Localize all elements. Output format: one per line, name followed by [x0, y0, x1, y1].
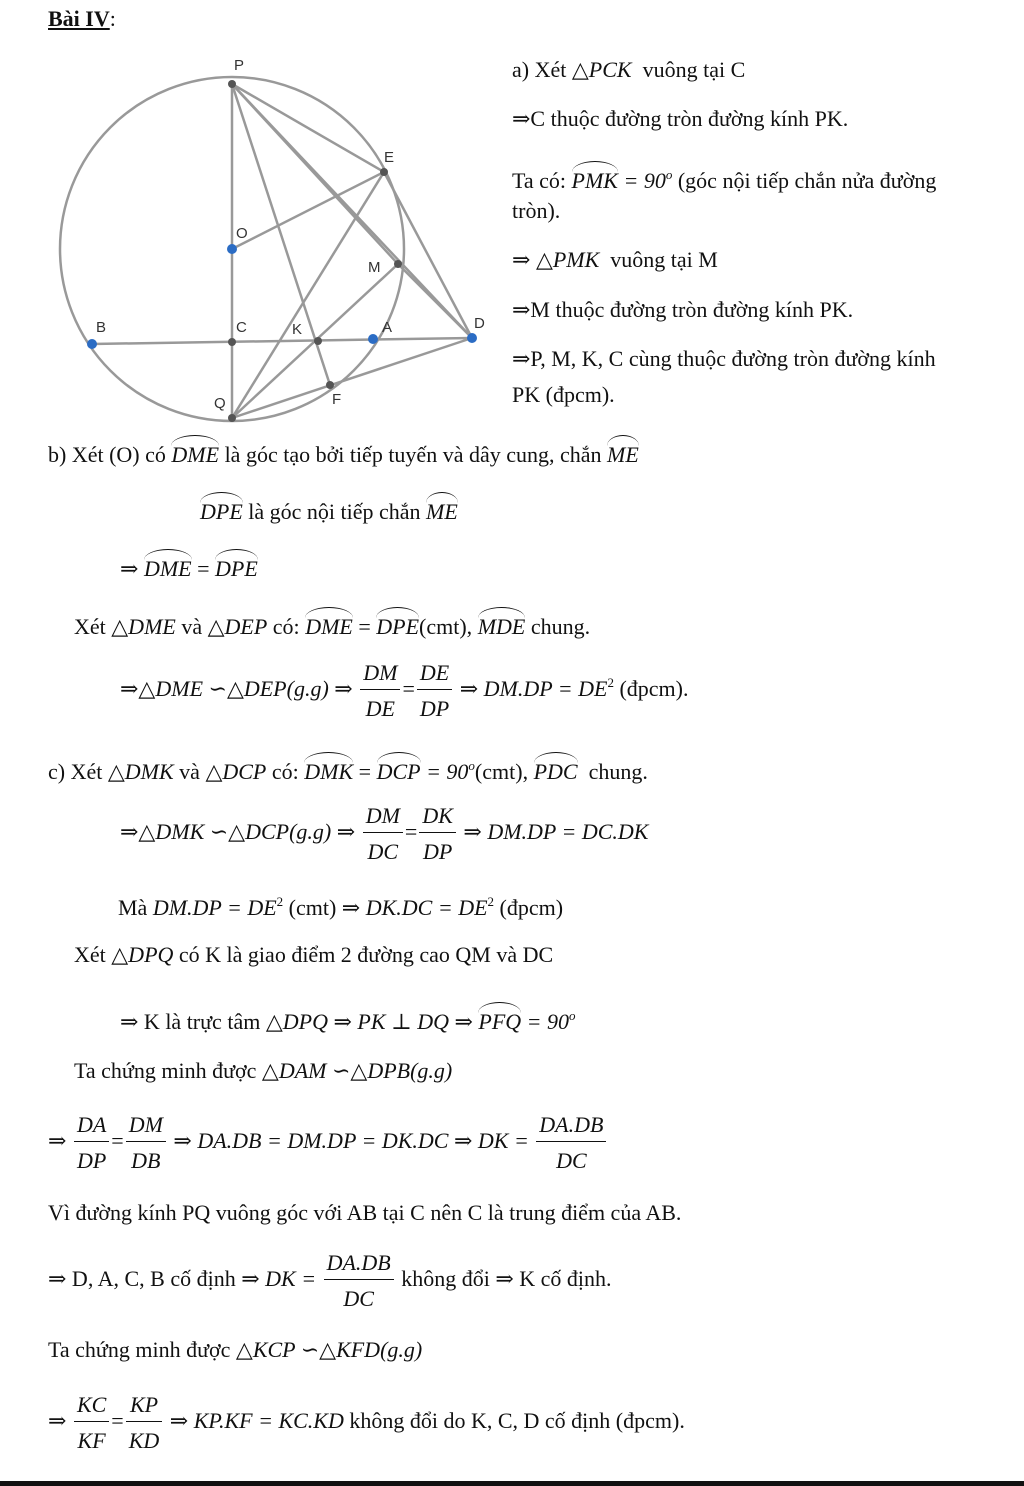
part-b-line-1: b) Xét (O) có DME là góc tạo bởi tiếp tuyến và dây cung, chắn ME: [48, 438, 639, 466]
point-k: [314, 337, 322, 345]
part-b-line-5: ⇒△DME ∽△DEP(g.g) ⇒ $\frac{DM}{DE}$ = $\frac{DE}{DP}$ ⇒ $DM.DP = DE^2$ (đpcm).: [120, 660, 689, 722]
fraction: $\frac{DM}{DC}$: [363, 803, 403, 865]
label-b: B: [96, 319, 107, 336]
part-b-line-3: ⇒ DME = DPE: [120, 552, 258, 580]
point-p: [228, 80, 236, 88]
line-eq: [232, 172, 384, 418]
label-d: D: [474, 315, 485, 332]
part-c-line-8: Vì đường kính PQ vuông góc với AB tại C nên C là trung điểm của AB.: [48, 1200, 682, 1225]
part-c-line-10: Ta chứng minh được △KCP ∽△KFD(g.g): [48, 1337, 423, 1362]
fraction: $\frac{KC}{KF}$: [74, 1392, 109, 1454]
part-c-line-11: ⇒ $\frac{KC}{KF}$ = $\frac{KP}{KD}$ ⇒ KP.KF = KC.KD không đổi do K, C, D cố định (đpcm).: [48, 1392, 685, 1454]
point-o: [227, 244, 237, 254]
label-m: M: [368, 259, 381, 276]
line-ed: [384, 172, 472, 338]
heading: [48, 8, 116, 30]
line-pe: [232, 84, 384, 172]
part-a-line-3: Ta có: PMK = $90^o$ (góc nội tiếp chắn nửa đường: [512, 164, 936, 192]
part-c-line-1: c) Xét △DMK và △DCP có: DMK = DCP = $90^o(cmt)$, PDC chung.: [48, 755, 648, 783]
part-a-line-5: ⇒ △PMK vuông tại M: [512, 247, 718, 272]
point-m: [394, 260, 402, 268]
label-f: F: [332, 391, 342, 408]
part-c-line-5: ⇒ K là trực tâm △DPQ ⇒ PK ⊥ DQ ⇒ PFQ = $90^o$: [120, 1005, 576, 1033]
part-a-line-6: ⇒M thuộc đường tròn đường kính PK.: [512, 297, 854, 322]
label-p: P: [234, 57, 245, 74]
part-c-line-6: Ta chứng minh được △DAM ∽△DPB(g.g): [74, 1058, 453, 1083]
fraction: $\frac{DK}{DP}$: [419, 803, 456, 865]
line-md: [398, 264, 472, 338]
part-c-line-9: ⇒ D, A, C, B cố định ⇒ DK = $\frac{DA.DB}{DC}$ không đổi ⇒ K cố định.: [48, 1250, 612, 1312]
fraction: $\frac{KP}{KD}$: [126, 1392, 163, 1454]
label-o: O: [236, 225, 248, 242]
point-b: [87, 339, 97, 349]
part-c-line-4: Xét △DPQ có K là giao điểm 2 đường cao QM và DC: [74, 942, 554, 967]
point-d: [467, 333, 477, 343]
part-b-line-4: Xét △DME và △DEP có: DME = DPE(cmt), MDE chung.: [74, 610, 590, 638]
part-a-line-7: ⇒P, M, K, C cùng thuộc đường tròn đường kính: [512, 346, 936, 371]
angle-pmk: PMK: [572, 164, 618, 192]
label-a: A: [382, 319, 393, 336]
part-c-line-3: Mà $DM.DP = DE^2$ (cmt) ⇒ $DK.DC = DE^2$ (đpcm): [118, 894, 564, 920]
part-c-line-7: ⇒ $\frac{DA}{DP}$ = $\frac{DM}{DB}$ ⇒ DA.DB = DM.DP = DK.DC ⇒ DK = $\frac{DA.DB}{DC}$: [48, 1112, 608, 1174]
fraction: $\frac{DM}{DB}$: [126, 1112, 166, 1174]
part-a-line-8: PK (đpcm).: [512, 382, 615, 407]
part-a-line-1: a) Xét △PCK vuông tại C: [512, 57, 746, 82]
fraction: $\frac{DA.DB}{DC}$: [324, 1250, 394, 1312]
bottom-rule: [0, 1481, 1024, 1486]
part-b-line-2: DPE là góc nội tiếp chắn ME: [200, 495, 458, 523]
point-f: [326, 381, 334, 389]
fraction: $\frac{DA}{DP}$: [74, 1112, 109, 1174]
label-c: C: [236, 319, 247, 336]
label-k: K: [292, 321, 303, 338]
heading-title: Bài IV: [48, 6, 110, 31]
fraction: $\frac{DA.DB}{DC}$: [536, 1112, 606, 1174]
point-a: [368, 334, 378, 344]
point-e: [380, 168, 388, 176]
fraction: $\frac{DM}{DE}$: [360, 660, 400, 722]
part-a-line-2: ⇒C thuộc đường tròn đường kính PK.: [512, 106, 849, 131]
part-c-line-2: ⇒△DMK ∽△DCP(g.g) ⇒ $\frac{DM}{DC}$ = $\frac{DK}{DP}$ ⇒ DM.DP = DC.DK: [120, 803, 649, 865]
fraction: $\frac{DE}{DP}$: [417, 660, 452, 722]
label-e: E: [384, 149, 395, 166]
heading-colon: :: [109, 6, 116, 31]
line-qd: [232, 338, 472, 418]
geometry-figure: [0, 40, 500, 430]
part-a-line-4: tròn).: [512, 198, 561, 223]
point-q: [228, 414, 236, 422]
point-c: [228, 338, 236, 346]
label-q: Q: [214, 395, 226, 412]
